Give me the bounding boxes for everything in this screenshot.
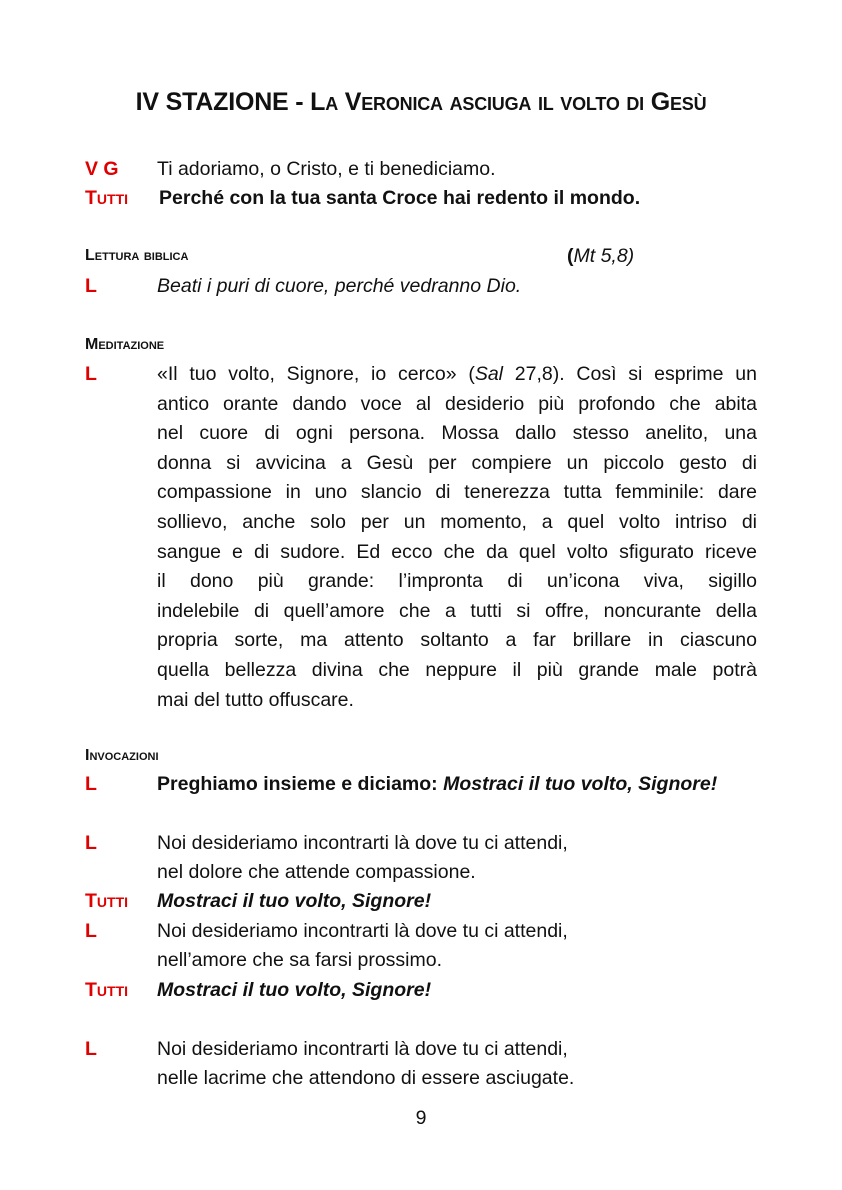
meditation-line: propria sorte, ma attento soltanto a far brillare in ciascuno: [157, 629, 757, 652]
invocation-1-text1: Noi desideriamo incontrarti là dove tu ci attendi,: [157, 832, 568, 854]
page-number: 9: [415, 1107, 427, 1129]
vg-text: Ti adoriamo, o Cristo, e ti benediciamo.: [157, 158, 496, 180]
invocation-2-label: L: [85, 920, 97, 942]
invocation-3-text1: Noi desideriamo incontrarti là dove tu ci attendi,: [157, 1038, 568, 1060]
invocations-intro-label: L: [85, 773, 97, 795]
invocation-1-label: L: [85, 832, 97, 854]
reading-ref-text: Mt 5,8): [573, 245, 635, 267]
reading-ref-paren: (: [567, 245, 574, 267]
reading-label: L: [85, 275, 97, 297]
meditation-line: sollievo, anche solo per un momento, a quel volto intriso di: [157, 510, 757, 533]
invocations-intro-text: Preghiamo insieme e diciamo: Mostraci il tuo volto, Signore!: [157, 773, 718, 795]
invocation-2-text2: nell’amore che sa farsi prossimo.: [157, 949, 443, 971]
meditation-line: donna si avvicina a Gesù per compiere un piccolo gesto di: [157, 451, 757, 474]
invocation-1-tutti-text: Mostraci il tuo volto, Signore!: [157, 890, 432, 912]
meditation-line: compassione in uno slancio di tenerezza tutta femminile: dare: [157, 481, 757, 504]
meditation-line: antico orante dando voce al desiderio più profondo che abita: [157, 392, 757, 415]
meditation-line: mai del tutto offuscare.: [157, 688, 354, 711]
invocations-heading: Invocazioni: [85, 747, 159, 764]
station-title-number: IV STAZIONE -: [135, 88, 311, 116]
station-title: [0, 88, 842, 117]
tutti-text: Perché con la tua santa Croce hai redento il mondo.: [159, 187, 641, 209]
meditation-label: L: [85, 363, 97, 385]
reading-reference: [567, 245, 634, 268]
invocation-2-tutti-text: Mostraci il tuo volto, Signore!: [157, 979, 432, 1001]
meditation-line: sangue e di sudore. Ed ecco che da quel volto sfigurato riceve: [157, 540, 757, 563]
meditation-line: quella bellezza divina che neppure il più grande male potrà: [157, 658, 757, 681]
invocation-2-tutti-label: Tutti: [85, 979, 129, 1001]
meditation-paragraph: [157, 360, 757, 715]
meditation-line: «Il tuo volto, Signore, io cerco» (Sal 27,8). Così si esprime un: [157, 363, 757, 385]
invocation-3-label: L: [85, 1038, 97, 1060]
tutti-label: Tutti: [85, 187, 129, 209]
vg-label: V G: [85, 158, 119, 180]
invocation-1-tutti-label: Tutti: [85, 890, 129, 912]
invocation-3-text2: nelle lacrime che attendono di essere asciugate.: [157, 1067, 575, 1089]
reading-heading: Lettura biblica: [85, 247, 189, 264]
meditation-line: indelebile di quell’amore che a tutti si offre, noncurante della: [157, 599, 757, 622]
meditation-line: il dono più grande: l’impronta di un’icona viva, sigillo: [157, 570, 757, 593]
invocation-2-text1: Noi desideriamo incontrarti là dove tu ci attendi,: [157, 920, 568, 942]
meditation-heading: Meditazione: [85, 336, 165, 353]
station-title-name: La Veronica asciuga il volto di Gesù: [310, 88, 707, 116]
reading-text: Beati i puri di cuore, perché vedranno Dio.: [157, 275, 522, 297]
meditation-line: nel cuore di ogni persona. Mossa dallo stesso anelito, una: [157, 422, 757, 445]
invocation-1-text2: nel dolore che attende compassione.: [157, 861, 476, 883]
